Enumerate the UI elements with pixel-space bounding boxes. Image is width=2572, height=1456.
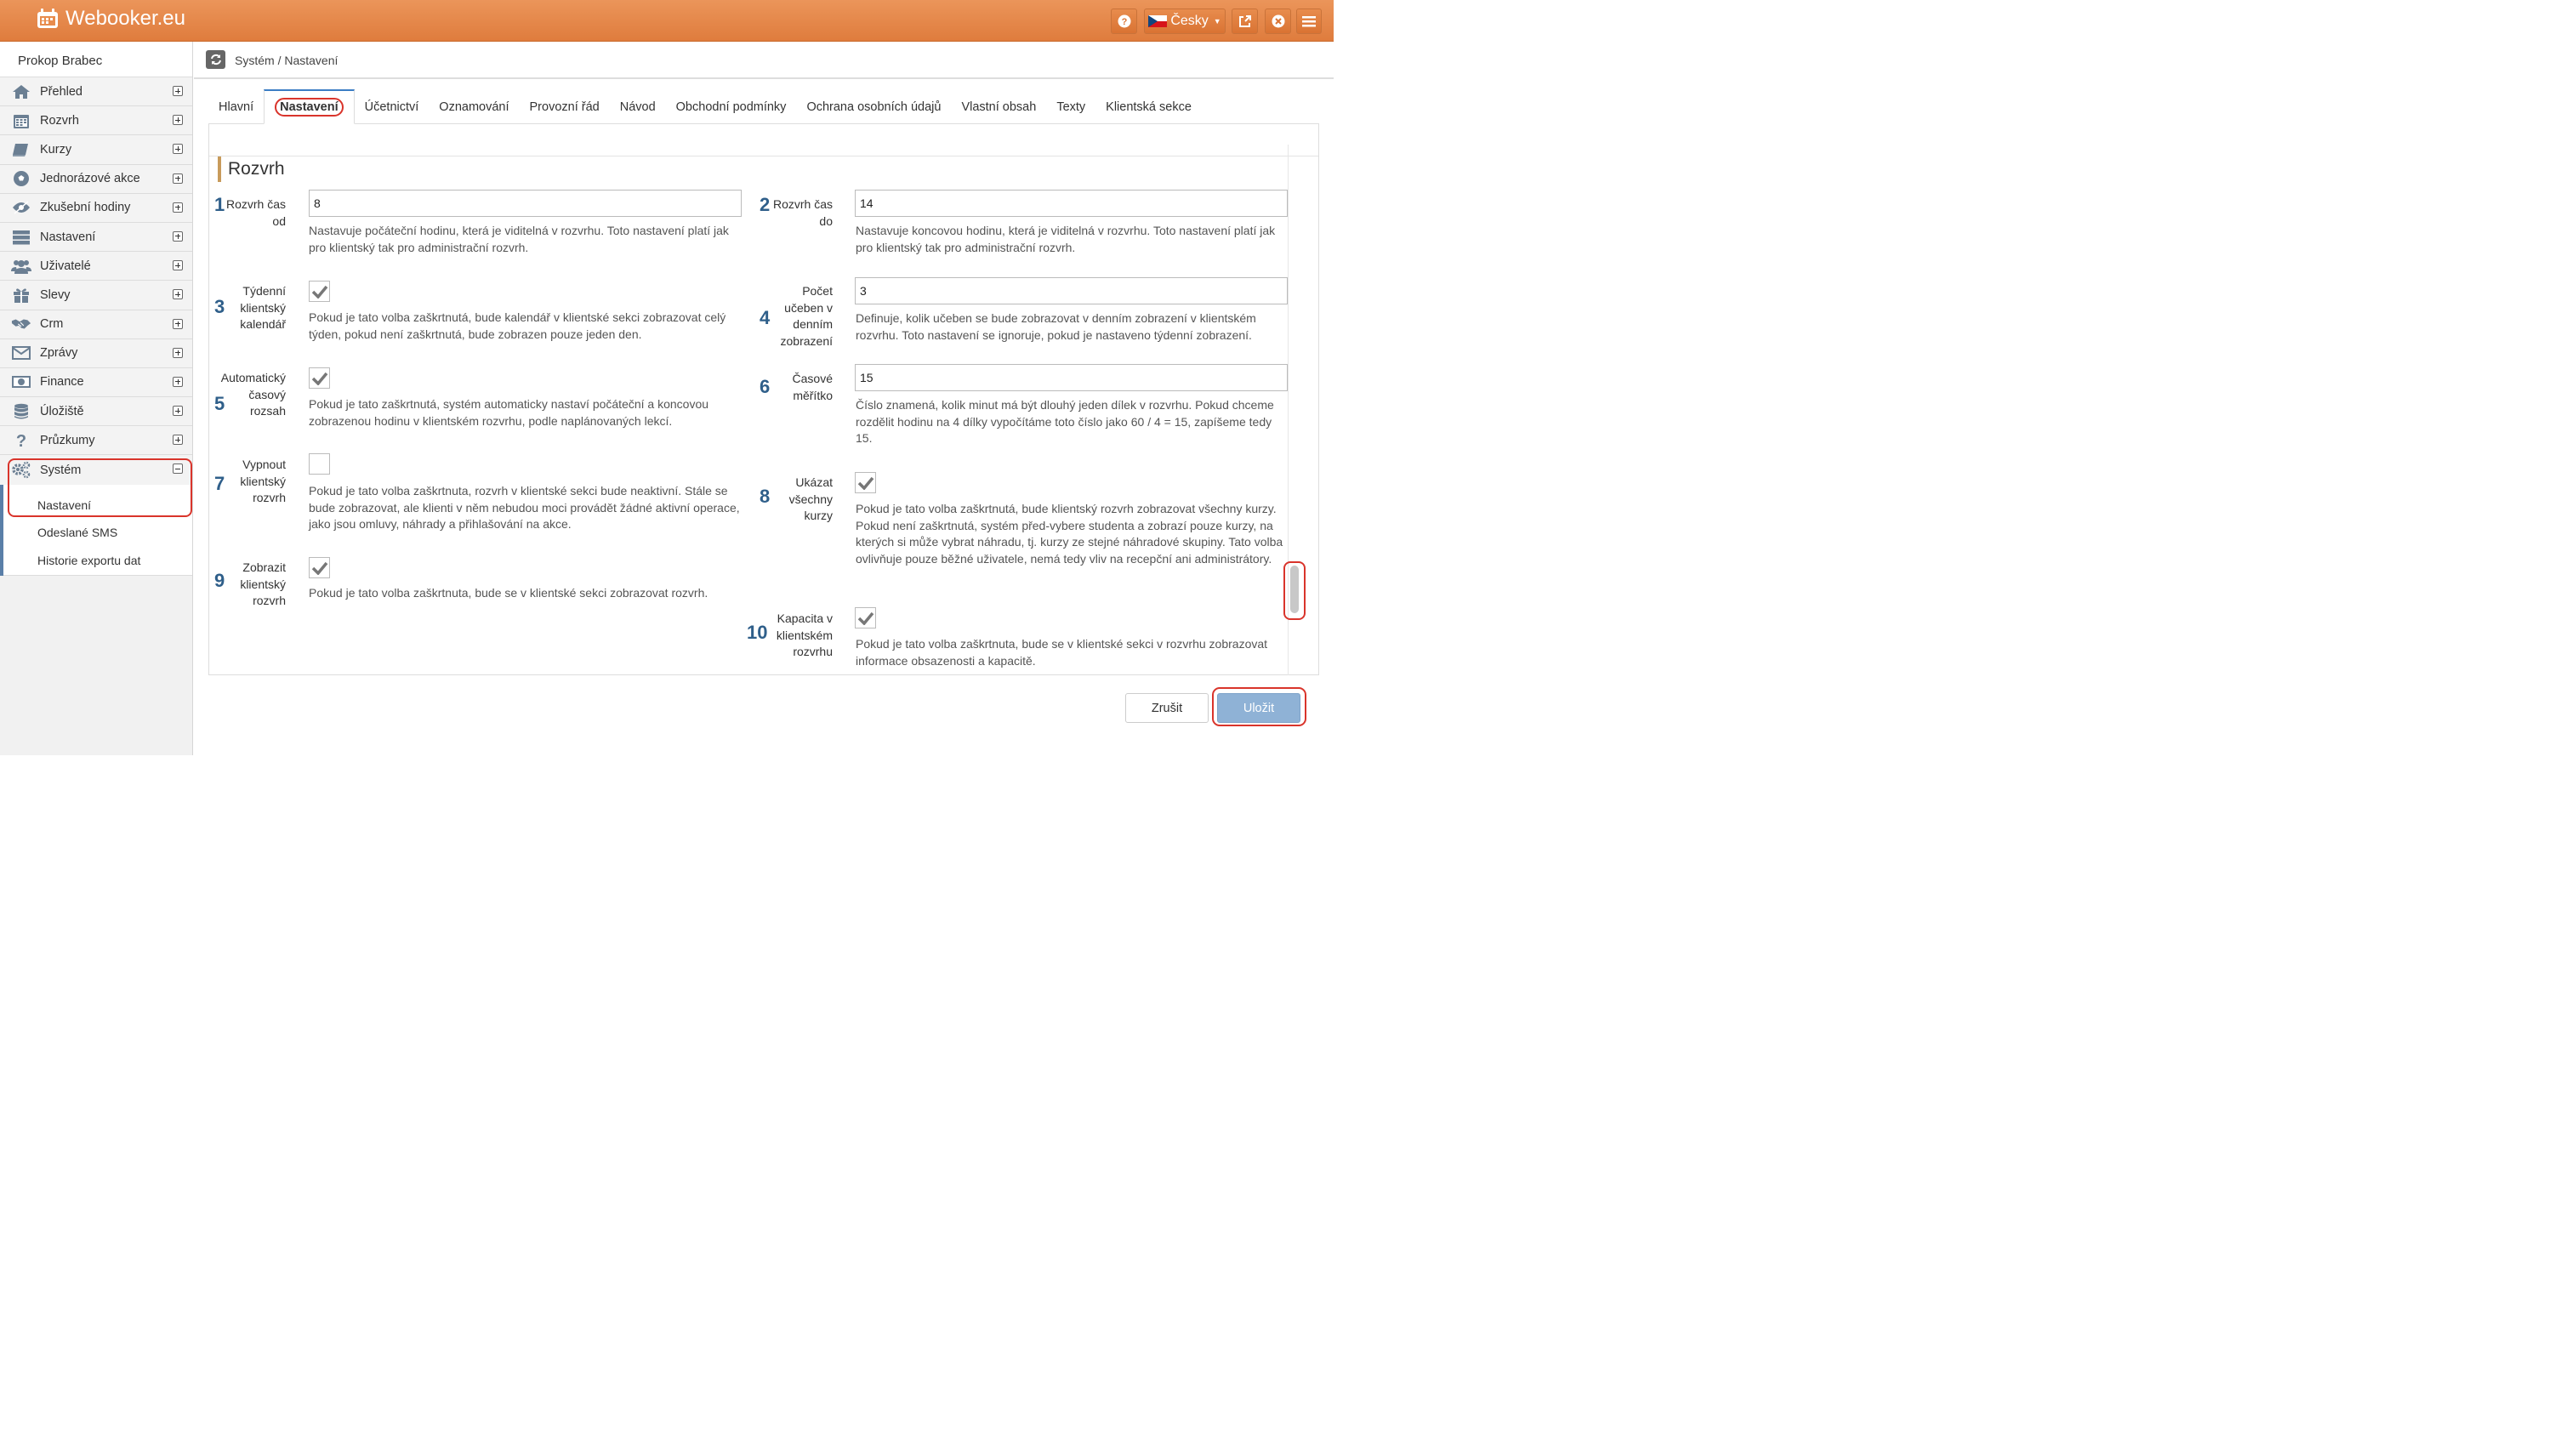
field-label: Kapacita v klientském rozvrhu: [776, 611, 833, 658]
server-icon: [11, 228, 31, 247]
casove-meritko-input[interactable]: 15: [855, 364, 1288, 391]
sidebar-item-label: Zprávy: [40, 346, 78, 361]
field-label: Počet učeben v denním zobrazení: [780, 284, 833, 348]
sidebar-item-label: Crm: [40, 317, 64, 332]
checkmark-icon: [311, 372, 328, 385]
field-label: Týdenní klientský kalendář: [240, 284, 286, 331]
sidebar-item-uzivatele[interactable]: [0, 252, 192, 281]
sidebar-item-label: Slevy: [40, 287, 71, 302]
tab-ochrana-udaju[interactable]: Ochrana osobních údajů: [806, 100, 942, 114]
tab-vlastni-obsah[interactable]: Vlastní obsah: [961, 100, 1037, 114]
gift-icon: [11, 286, 31, 304]
expand-icon[interactable]: [173, 86, 183, 96]
tab-obchodni-podminky[interactable]: Obchodní podmínky: [675, 100, 787, 114]
brand-name: Webooker.eu: [65, 7, 185, 30]
field-label: Rozvrh čas od: [225, 197, 286, 228]
field-label: Ukázat všechny kurzy: [788, 475, 833, 522]
ball-icon: [11, 169, 31, 188]
tab-hlavni[interactable]: Hlavní: [219, 100, 254, 114]
breadcrumb-bar: [194, 42, 1334, 79]
pocet-uceben-input[interactable]: 3: [855, 277, 1288, 304]
field-description: Pokud je tato volba zaškrtnuta, rozvrh v klientské sekci bude neaktivní. Stále se bude zobrazovat, ale klienti v něm nebudou moci provádět žádné aktivní operace, jako jsou omluvy, náhrady a přihlašování na akce.: [309, 484, 740, 531]
field-description: Číslo znamená, kolik minut má být dlouhý jeden dílek v rozvrhu. Pokud chceme rozdělit hodinu na 4 dílky vypočítáme toto číslo jako 60 / 4 = 15, zapíšeme tedy 15.: [856, 398, 1274, 445]
section-title: Rozvrh: [218, 156, 285, 182]
expand-icon[interactable]: [173, 231, 183, 242]
hamburger-icon: [1302, 15, 1316, 27]
svg-text:?: ?: [15, 431, 27, 449]
czech-flag-icon: [1148, 15, 1167, 27]
field-number: 10: [747, 622, 768, 643]
language-dropdown[interactable]: [1144, 9, 1226, 34]
field-number: 9: [214, 570, 225, 591]
submenu-item-odeslane-sms[interactable]: Odeslané SMS: [37, 526, 118, 540]
highlight-save-button: [1212, 687, 1306, 726]
expand-icon[interactable]: [173, 319, 183, 329]
tab-label: Nastavení: [275, 98, 344, 117]
field-number: 4: [760, 307, 771, 328]
ukazat-vsechny-kurzy-checkbox[interactable]: [855, 472, 876, 493]
expand-icon[interactable]: [173, 289, 183, 299]
expand-icon[interactable]: [173, 406, 183, 416]
brand-logo[interactable]: [35, 7, 185, 31]
expand-icon[interactable]: [173, 260, 183, 270]
close-circle-icon: [1272, 14, 1285, 28]
sidebar-item-uloziste[interactable]: [0, 397, 192, 426]
rozvrh-cas-do-input[interactable]: 14: [855, 190, 1288, 217]
tab-klientska-sekce[interactable]: Klientská sekce: [1106, 100, 1192, 114]
expand-icon[interactable]: [173, 435, 183, 445]
sidebar-item-label: Kurzy: [40, 142, 72, 156]
divider: [209, 674, 1319, 675]
sidebar-item-zpravy[interactable]: [0, 339, 192, 368]
field-description: Nastavuje koncovou hodinu, která je viditelná v rozvrhu. Toto nastavení platí jak pro klientský tak pro administrační rozvrh.: [856, 224, 1276, 254]
field-number: 5: [214, 393, 225, 414]
sidebar-item-label: Přehled: [40, 84, 83, 99]
book-icon: [11, 140, 31, 159]
sidebar: [0, 42, 193, 755]
submenu-item-historie-exportu[interactable]: Historie exportu dat: [3, 547, 192, 576]
user-name: Prokop Brabec: [0, 42, 192, 77]
sidebar-item-jednorazove-akce[interactable]: [0, 165, 192, 194]
sidebar-item-label: Úložiště: [40, 404, 84, 418]
calendar-icon: [11, 111, 31, 130]
envelope-icon: [11, 344, 31, 362]
field-description: Pokud je tato volba zaškrtnutá, bude klientský rozvrh zobrazovat všechny kurzy. Pokud není zaškrtnutá, systém před-vybere studenta a zobrazí pouze kurzy, na kterých si může vybrat náhradu, tj. kurzy ze stejné náhradové skupiny. Tato volba ovlivňuje pouze běžné uživatele, nemá tedy vliv na recepční ani administrátory.: [856, 502, 1283, 566]
field-label: Rozvrh čas do: [772, 197, 833, 228]
money-icon: [11, 373, 31, 391]
expand-icon[interactable]: [173, 202, 183, 213]
sidebar-item-label: Jednorázové akce: [40, 172, 140, 186]
tab-ucetnictvi[interactable]: Účetnictví: [364, 100, 419, 114]
home-icon: [11, 82, 31, 101]
checkmark-icon: [311, 285, 328, 299]
breadcrumb: Systém / Nastavení: [235, 54, 339, 67]
top-bar: [0, 0, 1334, 42]
sidebar-item-pruzkumy[interactable]: [0, 426, 192, 455]
kapacita-checkbox[interactable]: [855, 607, 876, 628]
sidebar-item-label: Systém: [40, 463, 82, 477]
tab-texty[interactable]: Texty: [1056, 100, 1086, 114]
refresh-icon: [210, 54, 222, 65]
help-button[interactable]: [1111, 9, 1137, 34]
checkmark-icon: [311, 561, 328, 575]
sidebar-item-rozvrh[interactable]: [0, 106, 192, 135]
expand-icon[interactable]: [173, 115, 183, 125]
highlight-system-menu: [8, 458, 192, 517]
external-link-icon: [1238, 14, 1252, 28]
cancel-button[interactable]: Zrušit: [1125, 693, 1209, 723]
sidebar-item-slevy[interactable]: [0, 281, 192, 310]
users-icon: [11, 257, 31, 276]
field-number: 6: [760, 376, 771, 397]
zobrazit-rozvrh-checkbox[interactable]: [309, 557, 330, 578]
tydenni-kalendar-checkbox[interactable]: [309, 281, 330, 302]
settings-tabs: [208, 89, 1319, 124]
tab-oznamovani[interactable]: Oznamování: [439, 100, 509, 114]
sidebar-item-label: Rozvrh: [40, 113, 79, 128]
field-number: 1: [214, 194, 225, 215]
sidebar-item-crm[interactable]: [0, 310, 192, 339]
submenu-item-nastaveni[interactable]: Nastavení: [37, 498, 92, 512]
field-label: Vypnout klientský rozvrh: [240, 458, 286, 504]
sidebar-item-kurzy[interactable]: [0, 135, 192, 164]
svg-text:?: ?: [1121, 17, 1127, 27]
sidebar-item-label: Uživatelé: [40, 259, 91, 273]
menu-button[interactable]: [1296, 9, 1322, 34]
sidebar-item-nastaveni[interactable]: [0, 223, 192, 252]
checkmark-icon: [857, 476, 874, 490]
save-button[interactable]: Uložit: [1217, 693, 1300, 723]
field-label: Automatický časový rozsah: [220, 371, 286, 418]
sidebar-item-label: Zkušební hodiny: [40, 201, 131, 215]
field-label: Časové měřítko: [792, 372, 833, 402]
refresh-button[interactable]: [206, 50, 225, 69]
question-icon: [11, 431, 31, 450]
calendar-logo-icon: [35, 7, 60, 31]
tab-provozni-rad[interactable]: Provozní řád: [529, 100, 600, 114]
field-description: Pokud je tato zaškrtnutá, systém automaticky nastaví počáteční a koncovou zobrazenou hodinu v klientském rozvrhu, podle naplánovaných lekcí.: [309, 397, 709, 428]
sidebar-item-zkusebni-hodiny[interactable]: [0, 194, 192, 223]
handshake-icon: [11, 315, 31, 333]
field-number: 7: [214, 473, 225, 494]
external-link-button[interactable]: [1232, 9, 1258, 34]
sidebar-item-label: Finance: [40, 375, 84, 390]
language-label: Česky: [1170, 14, 1209, 28]
expand-icon[interactable]: [173, 144, 183, 154]
vypnout-rozvrh-checkbox[interactable]: [309, 453, 330, 475]
sidebar-item-label: Průzkumy: [40, 433, 95, 447]
rozvrh-cas-od-input[interactable]: 8: [309, 190, 742, 217]
question-circle-icon: [1118, 14, 1131, 28]
field-description: Pokud je tato volba zaškrtnuta, bude se v klientské sekci v rozvrhu zobrazovat informace obsazenosti a kapacitě.: [856, 637, 1268, 668]
expand-icon[interactable]: [173, 173, 183, 184]
highlight-scrollbar: [1283, 561, 1306, 620]
checkmark-icon: [857, 611, 874, 625]
automaticky-rozsah-checkbox[interactable]: [309, 367, 330, 389]
eye-icon: [11, 198, 31, 217]
field-description: Pokud je tato volba zaškrtnutá, bude kalendář v klientské sekci zobrazovat celý týden, pokud není zaškrtnutá, bude zobrazen pouze jeden den.: [309, 310, 726, 341]
field-description: Definuje, kolik učeben se bude zobrazovat v denním zobrazení v klientském rozvrhu. Toto nastavení se ignoruje, pokud je nastaveno týdenní zobrazení.: [856, 311, 1256, 342]
field-number: 2: [760, 194, 771, 215]
field-description: Pokud je tato volba zaškrtnuta, bude se v klientské sekci zobrazovat rozvrh.: [309, 586, 708, 600]
sidebar-item-label: Nastavení: [40, 230, 96, 244]
tab-nastaveni[interactable]: [264, 89, 355, 124]
database-icon: [11, 402, 31, 421]
caret-down-icon: ▼: [1213, 17, 1221, 26]
field-number: 3: [214, 296, 225, 317]
sidebar-item-prehled[interactable]: [0, 77, 192, 106]
field-label: Zobrazit klientský rozvrh: [240, 560, 286, 607]
sidebar-item-finance[interactable]: [0, 368, 192, 397]
close-button[interactable]: [1265, 9, 1291, 34]
field-number: 8: [760, 486, 771, 507]
field-description: Nastavuje počáteční hodinu, která je viditelná v rozvrhu. Toto nastavení platí jak pro klientský tak pro administrační rozvrh.: [309, 224, 729, 254]
expand-icon[interactable]: [173, 348, 183, 358]
tab-navod[interactable]: Návod: [619, 100, 656, 114]
expand-icon[interactable]: [173, 377, 183, 387]
